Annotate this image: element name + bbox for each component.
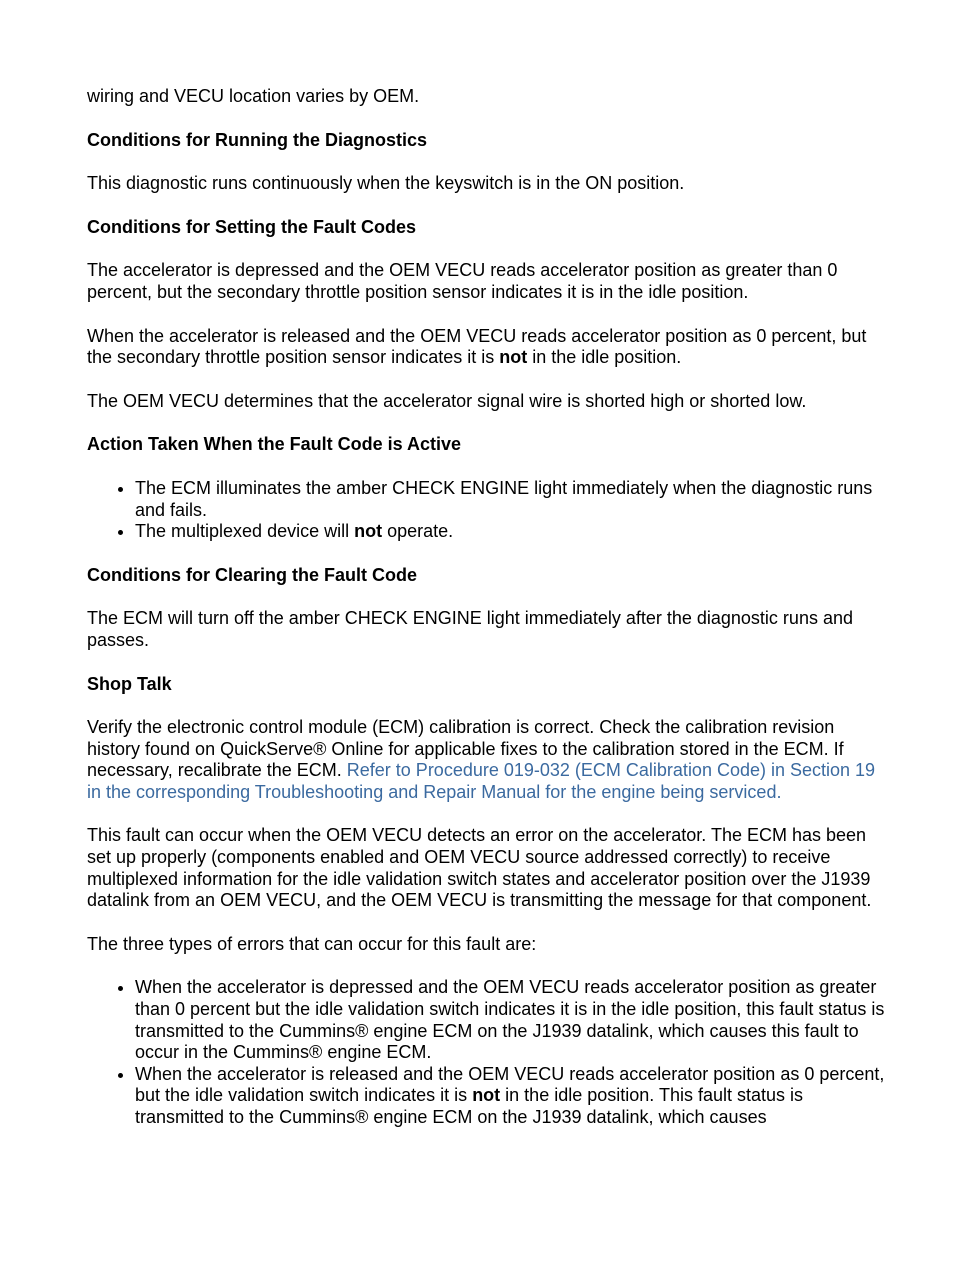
setting-heading: Conditions for Setting the Fault Codes (87, 216, 416, 237)
action-list (87, 478, 892, 543)
procedure-link[interactable]: Refer to Procedure 019-032 (ECM Calibration Code) in Section 19 in the corresponding Troubleshooting and Repair Manual for the engine being serviced. (87, 760, 876, 802)
text-run: in the idle position. (527, 347, 682, 368)
text-run: The multiplexed device will (135, 521, 355, 542)
emphasis-not: not (499, 347, 528, 368)
shop-talk-heading: Shop Talk (87, 673, 172, 694)
clearing-heading: Conditions for Clearing the Fault Code (87, 564, 417, 585)
action-heading: Action Taken When the Fault Code is Active (87, 434, 462, 455)
running-paragraph: This diagnostic runs continuously when the keyswitch is in the ON position. (87, 173, 685, 194)
text-run: When the accelerator is released and the OEM VECU reads accelerator position as 0 percent, but the secondary throttle position sensor indicates it is (87, 325, 867, 368)
list-item (135, 1064, 892, 1129)
document-page (87, 86, 892, 1151)
emphasis-not: not (472, 1085, 501, 1106)
text-run: Verify the electronic control module (ECM) calibration is correct. Check the calibration revision history found on QuickServe® Online for applicable fixes to the calibration stored in the ECM. If necessary, recalibrate the ECM. (87, 717, 844, 781)
shop-talk-paragraph-3: The three types of errors that can occur for this fault are: (87, 933, 537, 954)
setting-paragraph-3: The OEM VECU determines that the accelerator signal wire is shorted high or shorted low. (87, 390, 807, 411)
list-item (135, 521, 892, 543)
running-heading: Conditions for Running the Diagnostics (87, 129, 427, 150)
text-run: operate. (382, 521, 454, 542)
text-run: When the accelerator is released and the OEM VECU reads accelerator position as 0 percent, but the idle validation switch indicates it is (135, 1063, 885, 1106)
errors-list (87, 977, 892, 1128)
emphasis-not: not (354, 521, 383, 542)
list-item: • When the accelerator is depressed and the OEM VECU reads accelerator position as greater than 0 percent but the idle validation switch indicates it is in the idle position, this fault status is transmitted to the Cummins® engine ECM on the J1939 datalink, which causes this fault to occur in the Cummins® engine ECM. (135, 977, 892, 1063)
shop-talk-paragraph-1 (87, 717, 892, 803)
setting-paragraph-2 (87, 326, 892, 369)
list-item: • The ECM illuminates the amber CHECK ENGINE light immediately when the diagnostic runs and fails. (135, 478, 892, 521)
intro-paragraph: wiring and VECU location varies by OEM. (87, 86, 420, 106)
clearing-paragraph: The ECM will turn off the amber CHECK ENGINE light immediately after the diagnostic runs and passes. (87, 608, 853, 650)
text-run: in the idle position. This fault status is transmitted to the Cummins® engine ECM on the J1939 datalink, which causes (135, 1085, 803, 1127)
shop-talk-paragraph-2: This fault can occur when the OEM VECU detects an error on the accelerator. The ECM has been set up properly (components enabled and OEM VECU source addressed correctly) to receive multiplexed information for the idle validation switch states and accelerator position over the J1939 datalink from an OEM VECU, and the OEM VECU is transmitting the message for that component. (87, 825, 872, 911)
setting-paragraph-1: The accelerator is depressed and the OEM VECU reads accelerator position as greater than 0 percent, but the secondary throttle position sensor indicates it is in the idle position. (87, 260, 838, 302)
